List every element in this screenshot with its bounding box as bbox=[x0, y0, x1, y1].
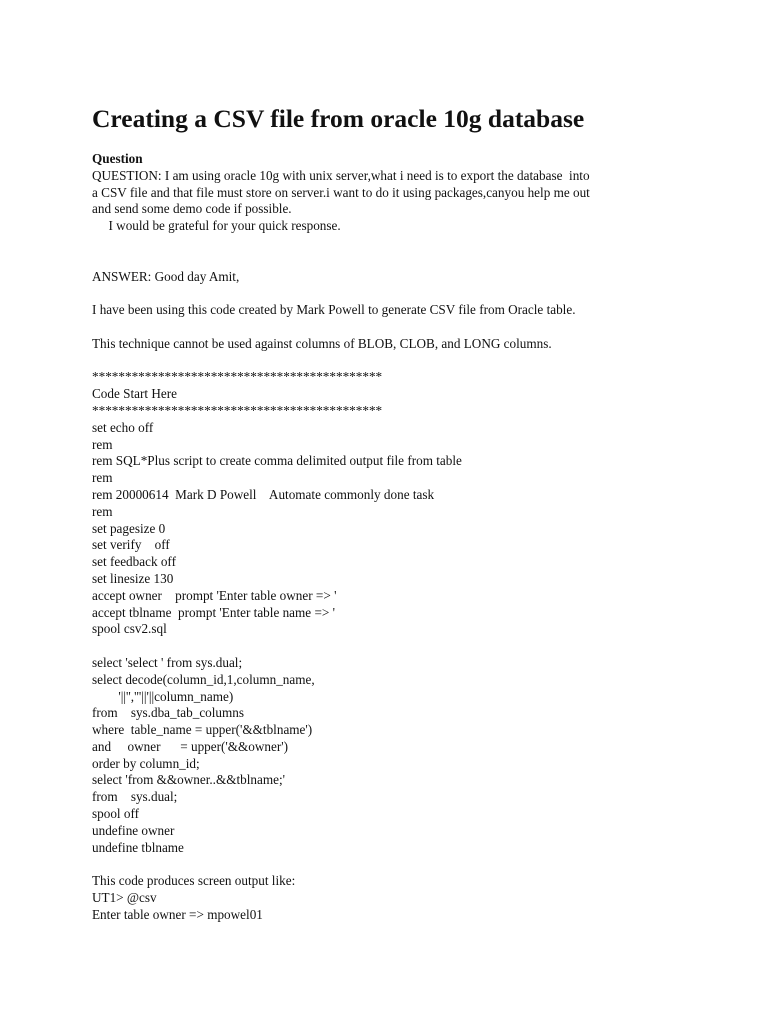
code-line: spool csv2.sql bbox=[92, 621, 167, 637]
question-line: QUESTION: I am using oracle 10g with unix server,what i need is to export the database into bbox=[92, 167, 590, 183]
document-body bbox=[92, 151, 692, 924]
output-block bbox=[92, 890, 692, 924]
output-intro: This code produces screen output like: bbox=[92, 873, 296, 889]
code-line: set echo off bbox=[92, 419, 154, 435]
code-line: order by column_id; bbox=[92, 755, 200, 771]
code-line: rem bbox=[92, 503, 113, 519]
code-line: rem bbox=[92, 436, 113, 452]
code-line: spool off bbox=[92, 806, 140, 822]
code-line: set linesize 130 bbox=[92, 570, 174, 586]
code-line: rem bbox=[92, 470, 113, 486]
code-block bbox=[92, 655, 692, 857]
code-line: select 'from &&owner..&&tblname;' bbox=[92, 772, 285, 788]
question-line: a CSV file and that file must store on server.i want to do it using packages,canyou help me out bbox=[92, 184, 590, 200]
output-line: Enter table owner => mpowel01 bbox=[92, 906, 263, 922]
code-line: undefine tblname bbox=[92, 839, 184, 855]
code-line: select 'select ' from sys.dual; bbox=[92, 654, 243, 670]
answer-paragraph: This technique cannot be used against columns of BLOB, CLOB, and LONG columns. bbox=[92, 335, 552, 351]
code-line: set pagesize 0 bbox=[92, 520, 166, 536]
code-line: '||'','''||'||column_name) bbox=[92, 688, 234, 704]
question-heading: Question bbox=[92, 151, 143, 166]
question-line: and send some demo code if possible. bbox=[92, 201, 292, 217]
code-line: from sys.dba_tab_columns bbox=[92, 705, 245, 721]
code-line: from sys.dual; bbox=[92, 789, 178, 805]
code-start-label: Code Start Here bbox=[92, 386, 177, 402]
code-line: rem 20000614 Mark D Powell Automate commonly done task bbox=[92, 486, 435, 502]
document-title: Creating a CSV file from oracle 10g database bbox=[92, 104, 585, 133]
answer-paragraph: I have been using this code created by Mark Powell to generate CSV file from Oracle table. bbox=[92, 302, 576, 318]
code-line: where table_name = upper('&&tblname') bbox=[92, 722, 313, 738]
code-line: set feedback off bbox=[92, 554, 176, 570]
code-line: select decode(column_id,1,column_name, bbox=[92, 671, 315, 687]
output-line: UT1> @csv bbox=[92, 890, 157, 906]
question-text bbox=[92, 168, 692, 235]
code-line: accept tblname prompt 'Enter table name => ' bbox=[92, 604, 335, 620]
code-line: accept owner prompt 'Enter table owner => ' bbox=[92, 587, 337, 603]
code-line: set verify off bbox=[92, 537, 170, 553]
code-line: rem SQL*Plus script to create comma delimited output file from table bbox=[92, 453, 462, 469]
answer-greeting: ANSWER: Good day Amit, bbox=[92, 268, 240, 284]
code-block bbox=[92, 420, 692, 638]
question-line: I would be grateful for your quick response. bbox=[92, 218, 341, 234]
separator-line: ******************************************** bbox=[92, 369, 383, 385]
code-line: undefine owner bbox=[92, 822, 175, 838]
separator-line: ******************************************** bbox=[92, 402, 383, 418]
code-line: and owner = upper('&&owner') bbox=[92, 738, 289, 754]
